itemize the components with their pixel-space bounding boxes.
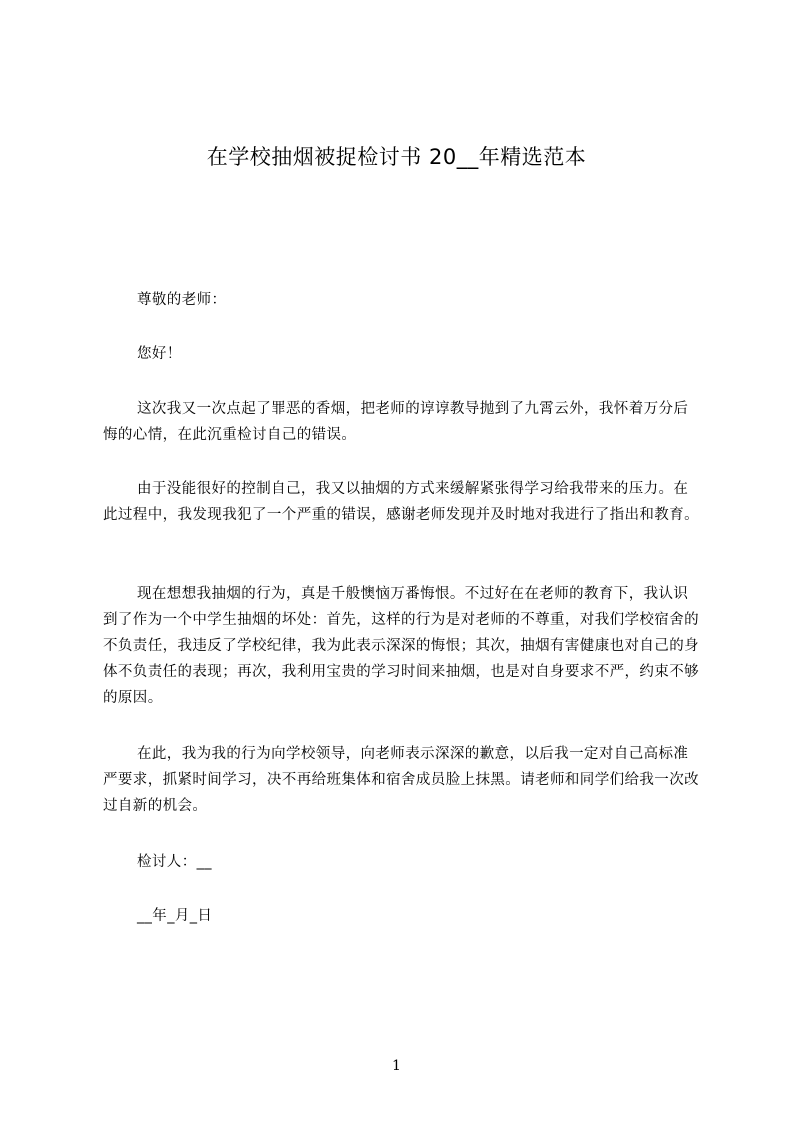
page-number: 1 — [392, 1058, 401, 1074]
paragraph-1: 这次我又一次点起了罪恶的香烟，把老师的谆谆教导抛到了九霄云外，我怀着万分后悔的心情，在此沉重检讨自己的错误。 — [103, 401, 689, 443]
salutation: 尊敬的老师： — [137, 292, 227, 308]
paragraph-4: 在此，我为我的行为向学校领导，向老师表示深深的歉意，以后我一定对自己高标准严要求，抓紧时间学习，决不再给班集体和宿舍成员脸上抹黑。请老师和同学们给我一次改过自新的机会。 — [103, 746, 699, 814]
document-title: 在学校抽烟被捉检讨书 20__年精选范本 — [206, 145, 587, 169]
greeting: 您好！ — [137, 346, 182, 362]
paragraph-3: 现在想想我抽烟的行为，真是千般懊恼万番悔恨。不过好在在老师的教育下，我认识到了作为一个中学生抽烟的坏处：首先，这样的行为是对老师的不尊重，对我们学校宿舍的不负责任，我违反了学校纪律，我为此表示深深的悔恨；其次，抽烟有害健康也对自己的身体不负责任的表现；再次，我利用宝贵的学习时间来抽烟，也是对自身要求不严，约束不够的原因。 — [103, 586, 699, 706]
paragraph-2: 由于没能很好的控制自己，我又以抽烟的方式来缓解紧张得学习给我带来的压力。在此过程中，我发现我犯了一个严重的错误，感谢老师发现并及时地对我进行了指出和教育。 — [103, 481, 699, 523]
signer-line: 检讨人：__ — [137, 854, 212, 870]
date-line: __年_月_日 — [137, 908, 213, 924]
